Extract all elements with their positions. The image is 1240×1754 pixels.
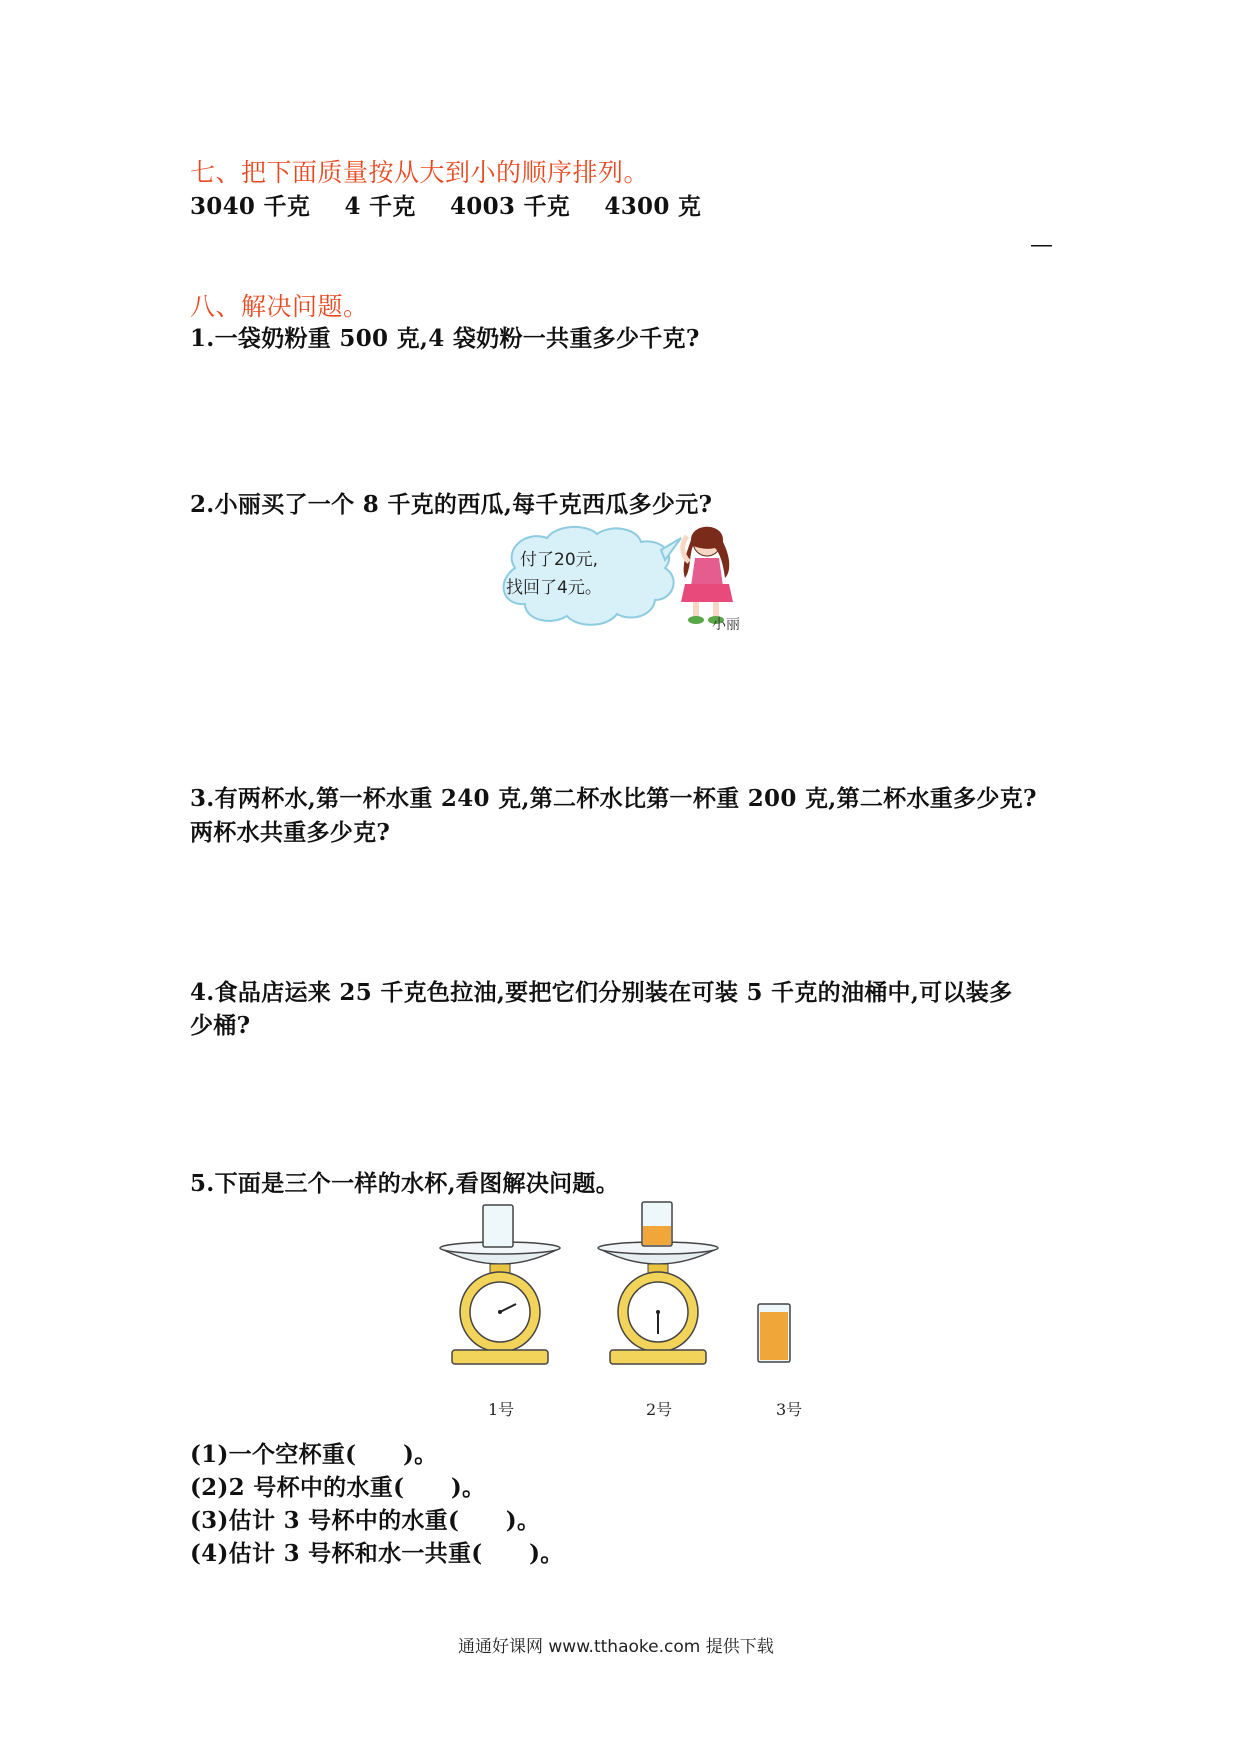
footer-text: 通通好课网 www.tthaoke.com 提供下载 (458, 1637, 774, 1657)
question-4-line2: 少桶? (190, 1012, 251, 1039)
question-4-line1: 4.食品店运来 25 千克色拉油,要把它们分别装在可装 5 千克的油桶中,可以装多 (190, 979, 1013, 1006)
sub-question-2: (2)2 号杯中的水重( )。 (190, 1474, 486, 1501)
bubble-text-line2: 找回了4元。 (506, 578, 602, 598)
bubble-text-line1: 付了20元, (520, 550, 599, 570)
section7-heading: 七、把下面质量按从大到小的顺序排列。 (190, 158, 650, 187)
sub-question-3: (3)估计 3 号杯中的水重( )。 (190, 1507, 541, 1534)
weights-list (190, 188, 727, 221)
section8-heading: 八、解决问题。 (190, 292, 369, 321)
scale-label-2: 2号 (646, 1400, 673, 1419)
sub-question-1: (1)一个空杯重( )。 (190, 1441, 438, 1468)
scales-illustration (430, 1200, 810, 1385)
scale-2-icon (598, 1202, 718, 1364)
weight-item: 3040 千克 (190, 193, 311, 220)
question-3-line2: 两杯水共重多少克? (190, 819, 391, 846)
weight-item: 4003 千克 (449, 193, 571, 220)
weight-item: 4 千克 (344, 193, 416, 220)
question-1: 1.一袋奶粉重 500 克,4 袋奶粉一共重多少千克? (190, 325, 700, 352)
girl-name-label: 小丽 (712, 617, 740, 633)
girl-icon (681, 527, 733, 624)
answer-line: — (1030, 232, 1054, 258)
scale-label-1: 1号 (488, 1400, 515, 1419)
cup-3-icon (758, 1304, 790, 1362)
weight-item: 4300 克 (604, 193, 702, 220)
question-2: 2.小丽买了一个 8 千克的西瓜,每千克西瓜多少元? (190, 491, 713, 518)
question-5: 5.下面是三个一样的水杯,看图解决问题。 (190, 1170, 620, 1197)
scale-label-3: 3号 (776, 1400, 803, 1419)
scale-1-icon (440, 1205, 560, 1364)
question-3-line1: 3.有两杯水,第一杯水重 240 克,第二杯水比第一杯重 200 克,第二杯水重多少克? (190, 785, 1037, 812)
sub-question-4: (4)估计 3 号杯和水一共重( )。 (190, 1540, 564, 1567)
